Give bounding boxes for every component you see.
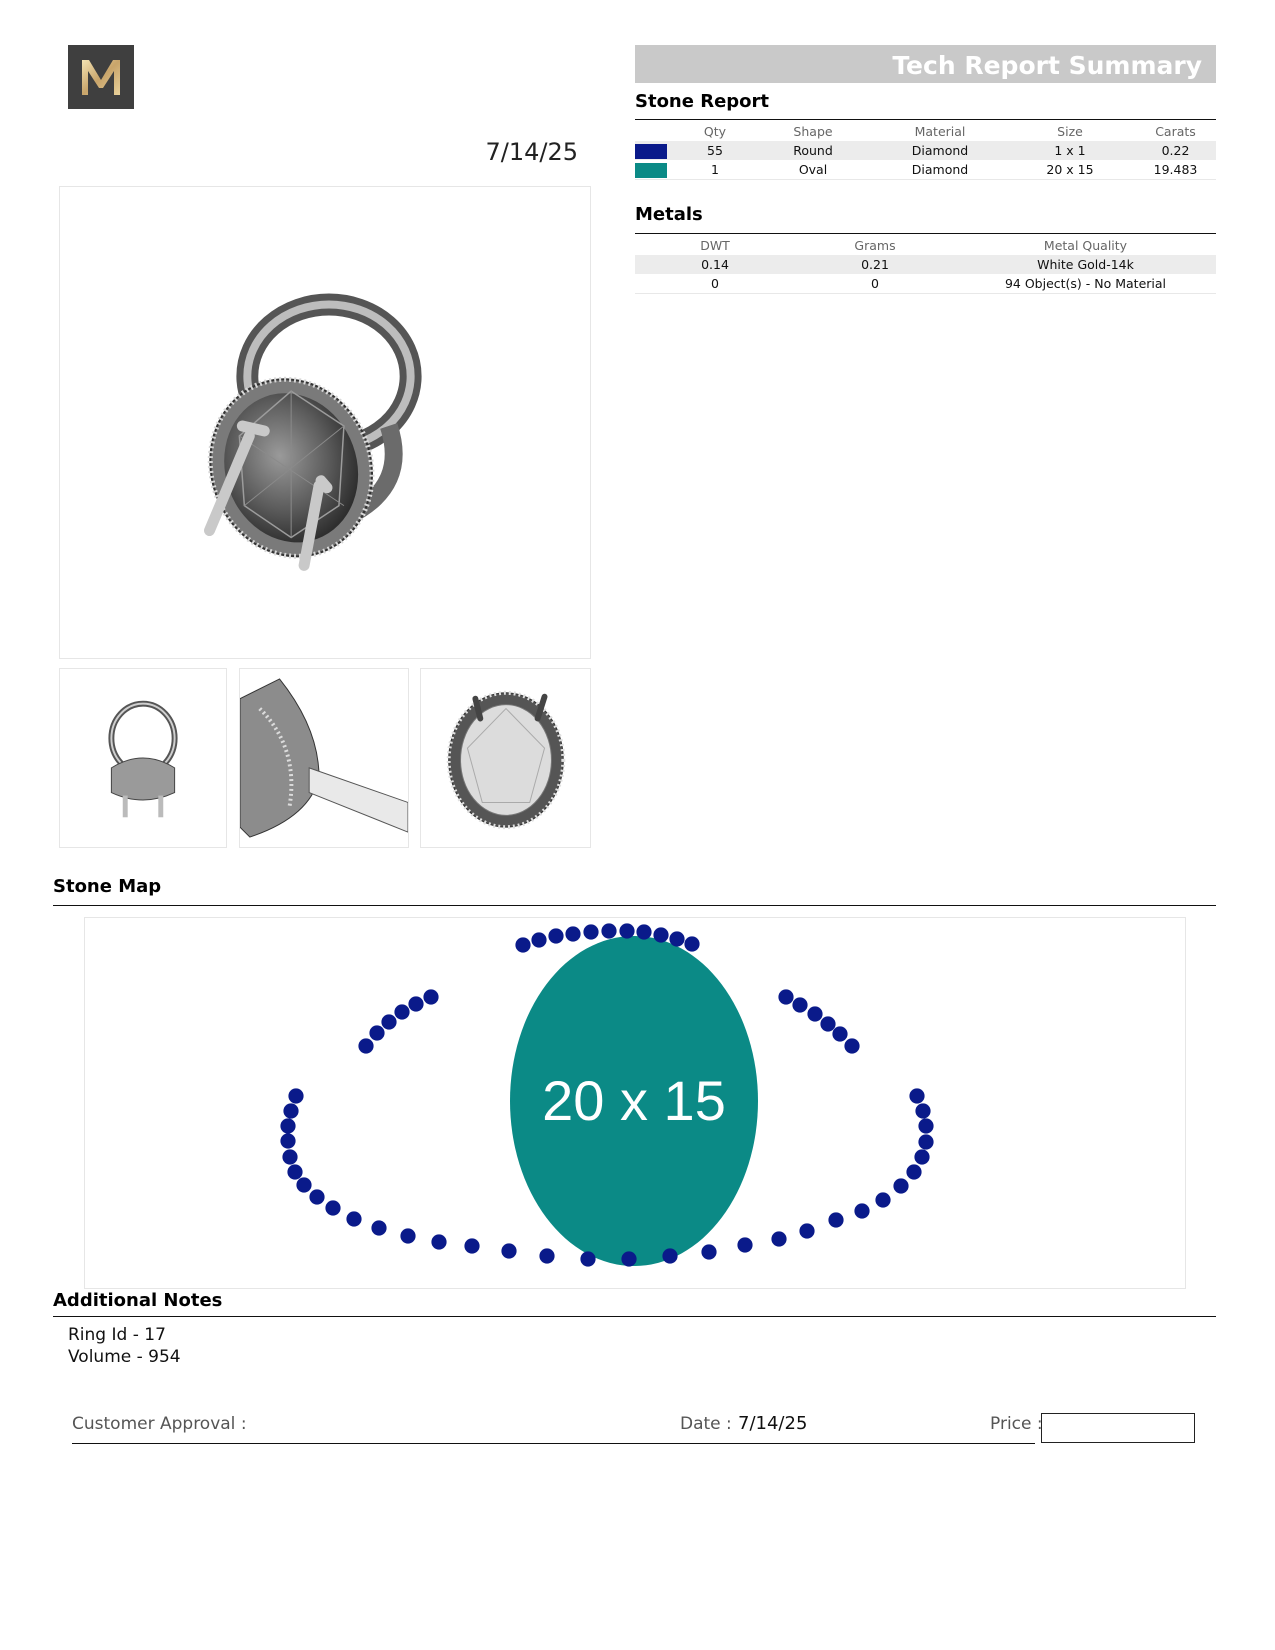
column-header: Qty: [703, 123, 727, 139]
small-round-stone: [423, 989, 438, 1004]
small-round-stone: [909, 1088, 924, 1103]
small-round-stone: [288, 1088, 303, 1103]
small-round-stone: [371, 1220, 386, 1235]
material-cell: Diamond: [875, 160, 1005, 180]
note-line-ring-id: Ring Id - 17: [68, 1325, 166, 1345]
price-label: Price :: [990, 1414, 1043, 1434]
small-round-stone: [807, 1006, 822, 1021]
small-round-stone: [346, 1211, 361, 1226]
customer-approval-label: Customer Approval :: [72, 1414, 247, 1434]
small-round-stone: [309, 1189, 324, 1204]
small-round-stone: [381, 1014, 396, 1029]
small-round-stone: [539, 1248, 554, 1263]
company-logo: [68, 45, 134, 109]
small-round-stone: [915, 1103, 930, 1118]
dwt-cell: 0.14: [635, 255, 795, 274]
small-round-stone: [583, 924, 598, 939]
small-round-stone: [893, 1178, 908, 1193]
grams-cell: 0: [795, 274, 955, 294]
column-header: Shape: [793, 123, 833, 139]
stone-report-table: [635, 121, 1216, 180]
column-header: Metal Quality: [1043, 237, 1128, 253]
stone-map: [84, 917, 1186, 1289]
size-cell: 20 x 15: [1005, 160, 1135, 180]
ring-thumbnail-side: [239, 668, 409, 848]
small-round-stone: [400, 1228, 415, 1243]
table-row: [635, 141, 1216, 160]
color-swatch-cell: [635, 160, 679, 180]
approval-date-label: Date :: [680, 1414, 732, 1434]
small-round-stone: [358, 1038, 373, 1053]
metal-quality-cell: White Gold-14k: [955, 255, 1216, 274]
small-round-stone: [636, 924, 651, 939]
small-round-stone: [684, 936, 699, 951]
metals-heading: Metals: [635, 204, 703, 225]
small-round-stone: [601, 923, 616, 938]
small-round-stone: [369, 1025, 384, 1040]
carats-cell: 0.22: [1135, 141, 1216, 160]
shape-cell: Round: [751, 141, 875, 160]
small-round-stone: [918, 1118, 933, 1133]
main-ring-render: [59, 186, 591, 659]
small-round-stone: [918, 1134, 933, 1149]
small-round-stone: [906, 1164, 921, 1179]
approval-date-value: 7/14/25: [738, 1413, 808, 1434]
stone-report-heading: Stone Report: [635, 91, 770, 112]
color-swatch-cell: [635, 141, 679, 160]
small-round-stone: [828, 1212, 843, 1227]
metals-rule: [635, 233, 1216, 234]
material-cell: Diamond: [875, 141, 1005, 160]
shape-cell: Oval: [751, 160, 875, 180]
small-round-stone: [820, 1016, 835, 1031]
table-row: [635, 274, 1216, 294]
small-round-stone: [548, 928, 563, 943]
small-round-stone: [515, 937, 530, 952]
small-round-stone: [771, 1231, 786, 1246]
small-round-stone: [792, 997, 807, 1012]
small-round-stone: [653, 927, 668, 942]
small-round-stone: [844, 1038, 859, 1053]
additional-notes-heading: Additional Notes: [53, 1290, 223, 1311]
grams-cell: 0.21: [795, 255, 955, 274]
small-round-stone: [701, 1244, 716, 1259]
dwt-cell: 0: [635, 274, 795, 294]
stone-map-heading: Stone Map: [53, 876, 162, 897]
oval-stone-swatch: [635, 163, 667, 178]
table-row: [635, 255, 1216, 274]
small-round-stone: [621, 1251, 636, 1266]
ring-thumbnail-front: [59, 668, 227, 848]
metals-table: [635, 235, 1216, 294]
small-round-stone: [280, 1118, 295, 1133]
ring-thumbnail-top: [420, 668, 591, 848]
column-header: Grams: [854, 237, 896, 253]
small-round-stone: [531, 932, 546, 947]
center-stone-label: 20 x 15: [542, 1069, 726, 1132]
stone-report-rule: [635, 119, 1216, 120]
small-round-stone: [737, 1237, 752, 1252]
small-round-stone: [280, 1133, 295, 1148]
small-round-stone: [914, 1149, 929, 1164]
small-round-stone: [619, 923, 634, 938]
column-header: Material: [914, 123, 966, 139]
notes-rule: [53, 1316, 1216, 1317]
small-round-stone: [282, 1149, 297, 1164]
qty-cell: 1: [679, 160, 751, 180]
small-round-stone: [501, 1243, 516, 1258]
small-round-stone: [778, 989, 793, 1004]
round-stone-swatch: [635, 144, 667, 159]
small-round-stone: [394, 1004, 409, 1019]
metal-quality-cell: 94 Object(s) - No Material: [955, 274, 1216, 294]
small-round-stone: [799, 1223, 814, 1238]
small-round-stone: [408, 996, 423, 1011]
report-date: 7/14/25: [485, 138, 578, 166]
metals-header-row: [635, 235, 1216, 255]
small-round-stone: [580, 1251, 595, 1266]
stone-map-canvas: [85, 918, 1185, 1288]
small-round-stone: [287, 1164, 302, 1179]
stone-report-header-row: [635, 121, 1216, 141]
small-round-stone: [325, 1200, 340, 1215]
report-title-bar: Tech Report Summary: [635, 45, 1216, 83]
small-round-stone: [875, 1192, 890, 1207]
small-round-stone: [669, 931, 684, 946]
swatch-header: [635, 121, 679, 141]
small-round-stone: [662, 1248, 677, 1263]
column-header: Carats: [1155, 123, 1196, 139]
carats-cell: 19.483: [1135, 160, 1216, 180]
column-header: Size: [1057, 123, 1083, 139]
small-round-stone: [464, 1238, 479, 1253]
small-round-stone: [832, 1026, 847, 1041]
small-round-stone: [565, 926, 580, 941]
column-header: DWT: [700, 237, 730, 253]
small-round-stone: [296, 1177, 311, 1192]
small-round-stone: [854, 1203, 869, 1218]
small-round-stone: [431, 1234, 446, 1249]
notes-body: [68, 1324, 181, 1368]
qty-cell: 55: [679, 141, 751, 160]
approval-signature-line: [72, 1443, 1035, 1444]
table-row: [635, 160, 1216, 180]
note-line-volume: Volume - 954: [68, 1347, 181, 1367]
small-round-stone: [283, 1103, 298, 1118]
size-cell: 1 x 1: [1005, 141, 1135, 160]
price-input[interactable]: [1041, 1413, 1195, 1443]
stone-map-rule: [53, 905, 1216, 906]
